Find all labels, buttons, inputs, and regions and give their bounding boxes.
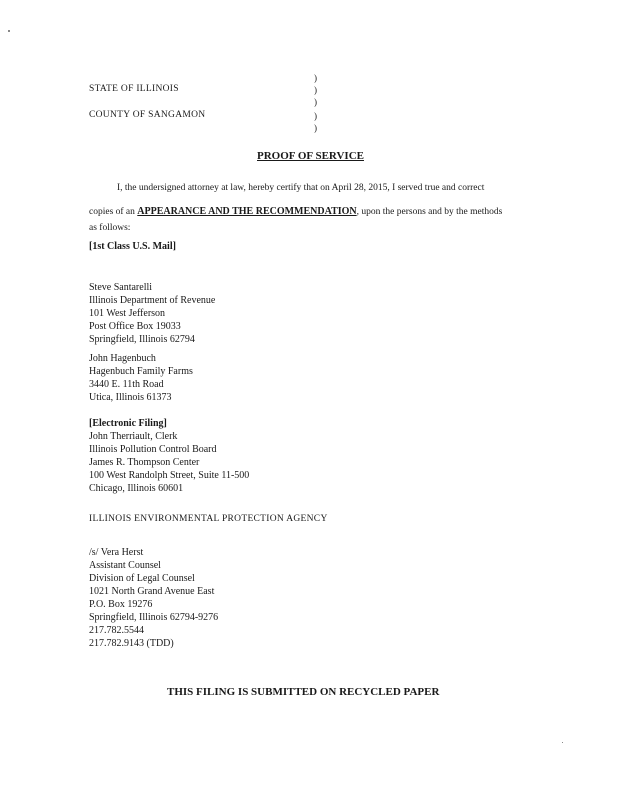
recipient-address-block bbox=[89, 352, 193, 404]
signature-line: 1021 North Grand Avenue East bbox=[89, 586, 215, 597]
document-titles-served: APPEARANCE AND THE RECOMMENDATION bbox=[137, 206, 357, 217]
caption-bracket: ) bbox=[314, 97, 317, 107]
caption-bracket: ) bbox=[314, 123, 317, 133]
body-line-2-after: , upon the persons and by the methods bbox=[356, 207, 503, 217]
address-line: 100 West Randolph Street, Suite 11-500 bbox=[89, 470, 250, 481]
signature-block bbox=[89, 546, 218, 650]
address-line: James R. Thompson Center bbox=[89, 457, 200, 468]
address-line: Chicago, Illinois 60601 bbox=[89, 483, 184, 494]
document-title: PROOF OF SERVICE bbox=[257, 150, 364, 162]
signature-line: /s/ Vera Herst bbox=[89, 547, 144, 558]
footer-notice: THIS FILING IS SUBMITTED ON RECYCLED PAPER bbox=[167, 686, 440, 698]
scan-speck bbox=[8, 30, 10, 32]
agency-name: ILLINOIS ENVIRONMENTAL PROTECTION AGENCY bbox=[89, 514, 328, 524]
signature-line: 217.782.9143 (TDD) bbox=[89, 638, 174, 649]
service-method-mail: [1st Class U.S. Mail] bbox=[89, 241, 176, 252]
signature-line: Division of Legal Counsel bbox=[89, 573, 195, 584]
body-line-2 bbox=[89, 205, 502, 219]
signature-line: 217.782.5544 bbox=[89, 625, 144, 636]
address-line: Post Office Box 19033 bbox=[89, 321, 181, 332]
address-line: 3440 E. 11th Road bbox=[89, 379, 164, 390]
address-line: Steve Santarelli bbox=[89, 282, 153, 293]
address-line: Illinois Pollution Control Board bbox=[89, 444, 217, 455]
body-line-1: I, the undersigned attorney at law, hereby certify that on April 28, 2015, I served true and correct bbox=[117, 183, 485, 193]
caption-bracket: ) bbox=[314, 73, 317, 83]
address-line: Springfield, Illinois 62794 bbox=[89, 334, 195, 345]
body-line-3: as follows: bbox=[89, 223, 131, 233]
address-line: John Therriault, Clerk bbox=[89, 431, 178, 442]
address-line: John Hagenbuch bbox=[89, 353, 156, 364]
address-line: Illinois Department of Revenue bbox=[89, 295, 216, 306]
address-line: Utica, Illinois 61373 bbox=[89, 392, 172, 403]
address-line: Hagenbuch Family Farms bbox=[89, 366, 193, 377]
electronic-filing-block bbox=[89, 417, 249, 495]
scan-speck bbox=[562, 742, 563, 743]
recipient-address-block bbox=[89, 281, 215, 346]
caption-county: COUNTY OF SANGAMON bbox=[89, 110, 206, 120]
signature-line: P.O. Box 19276 bbox=[89, 599, 153, 610]
body-line-2-before: copies of an bbox=[89, 207, 135, 217]
caption-bracket: ) bbox=[314, 85, 317, 95]
service-method-electronic: [Electronic Filing] bbox=[89, 418, 167, 429]
signature-line: Assistant Counsel bbox=[89, 560, 161, 571]
signature-line: Springfield, Illinois 62794-9276 bbox=[89, 612, 219, 623]
caption-bracket: ) bbox=[314, 111, 317, 121]
address-line: 101 West Jefferson bbox=[89, 308, 166, 319]
caption-state: STATE OF ILLINOIS bbox=[89, 84, 179, 94]
